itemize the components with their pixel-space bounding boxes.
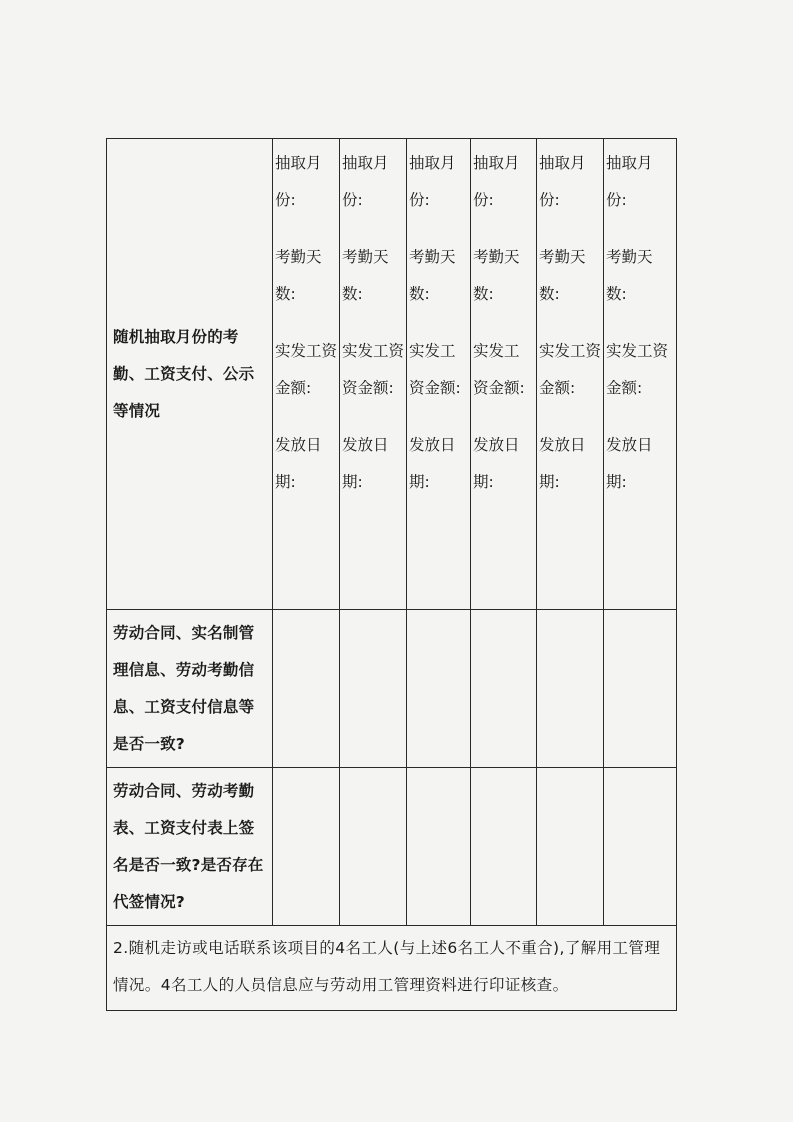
empty-cell xyxy=(604,610,677,768)
month-sample-cell xyxy=(471,139,537,610)
wage-line: 实发工资 xyxy=(606,342,669,360)
pay-date-line: 期: xyxy=(409,473,430,491)
empty-cell xyxy=(273,768,340,926)
wage-line: 资金额: xyxy=(342,379,394,397)
pay-date-line: 发放日 xyxy=(539,436,586,454)
month-line: 抽取月 xyxy=(409,154,456,172)
empty-cell xyxy=(471,610,537,768)
attendance-line: 考勤天 xyxy=(275,248,322,266)
attendance-line: 数: xyxy=(539,285,560,303)
monthly-check-row xyxy=(107,139,677,610)
pay-date-line: 发放日 xyxy=(606,436,653,454)
attendance-line: 数: xyxy=(342,285,363,303)
signature-row xyxy=(107,768,677,926)
empty-cell xyxy=(273,610,340,768)
attendance-line: 考勤天 xyxy=(473,248,520,266)
month-sample-cell xyxy=(407,139,471,610)
signature-label: 劳动合同、劳动考勤表、工资支付表上签名是否一致?是否存在代签情况? xyxy=(107,768,273,926)
month-line: 抽取月 xyxy=(473,154,520,172)
empty-cell xyxy=(407,768,471,926)
month-sample-cell xyxy=(273,139,340,610)
month-line: 份: xyxy=(342,191,363,209)
empty-cell xyxy=(340,768,407,926)
month-line: 份: xyxy=(539,191,560,209)
empty-cell xyxy=(604,768,677,926)
attendance-line: 考勤天 xyxy=(539,248,586,266)
month-sample-cell xyxy=(340,139,407,610)
month-line: 抽取月 xyxy=(275,154,322,172)
month-line: 份: xyxy=(409,191,430,209)
attendance-line: 考勤天 xyxy=(342,248,389,266)
pay-date-line: 期: xyxy=(342,473,363,491)
note-row xyxy=(107,926,677,1011)
attendance-line: 数: xyxy=(409,285,430,303)
pay-date-line: 发放日 xyxy=(342,436,389,454)
wage-line: 实发工 xyxy=(473,342,520,360)
month-line: 抽取月 xyxy=(606,154,653,172)
attendance-line: 考勤天 xyxy=(409,248,456,266)
monthly-check-label: 随机抽取月份的考勤、工资支付、公示等情况 xyxy=(107,139,273,610)
pay-date-line: 发放日 xyxy=(409,436,456,454)
empty-cell xyxy=(537,768,604,926)
empty-cell xyxy=(407,610,471,768)
wage-line: 金额: xyxy=(275,379,312,397)
month-sample-cell xyxy=(604,139,677,610)
wage-line: 实发工资 xyxy=(275,342,338,360)
pay-date-line: 期: xyxy=(606,473,627,491)
empty-cell xyxy=(340,610,407,768)
empty-cell xyxy=(471,768,537,926)
pay-date-line: 发放日 xyxy=(275,436,322,454)
wage-line: 实发工 xyxy=(409,342,456,360)
worker-interview-note: 2.随机走访或电话联系该项目的4名工人(与上述6名工人不重合),了解用工管理情况。4名工人的人员信息应与劳动用工管理资料进行印证核查。 xyxy=(107,926,677,1011)
pay-date-line: 期: xyxy=(473,473,494,491)
consistency-row xyxy=(107,610,677,768)
month-sample-cell xyxy=(537,139,604,610)
month-line: 份: xyxy=(606,191,627,209)
wage-line: 金额: xyxy=(606,379,643,397)
attendance-line: 考勤天 xyxy=(606,248,653,266)
month-line: 份: xyxy=(473,191,494,209)
attendance-line: 数: xyxy=(473,285,494,303)
empty-cell xyxy=(537,610,604,768)
month-line: 份: xyxy=(275,191,296,209)
attendance-line: 数: xyxy=(606,285,627,303)
consistency-label: 劳动合同、实名制管理信息、劳动考勤信息、工资支付信息等是否一致? xyxy=(107,610,273,768)
attendance-line: 数: xyxy=(275,285,296,303)
month-line: 抽取月 xyxy=(342,154,389,172)
wage-line: 资金额: xyxy=(473,379,525,397)
wage-line: 实发工资 xyxy=(342,342,405,360)
wage-line: 实发工资 xyxy=(539,342,602,360)
pay-date-line: 发放日 xyxy=(473,436,520,454)
pay-date-line: 期: xyxy=(539,473,560,491)
wage-line: 资金额: xyxy=(409,379,461,397)
labor-inspection-table xyxy=(106,138,677,1011)
pay-date-line: 期: xyxy=(275,473,296,491)
wage-line: 金额: xyxy=(539,379,576,397)
month-line: 抽取月 xyxy=(539,154,586,172)
